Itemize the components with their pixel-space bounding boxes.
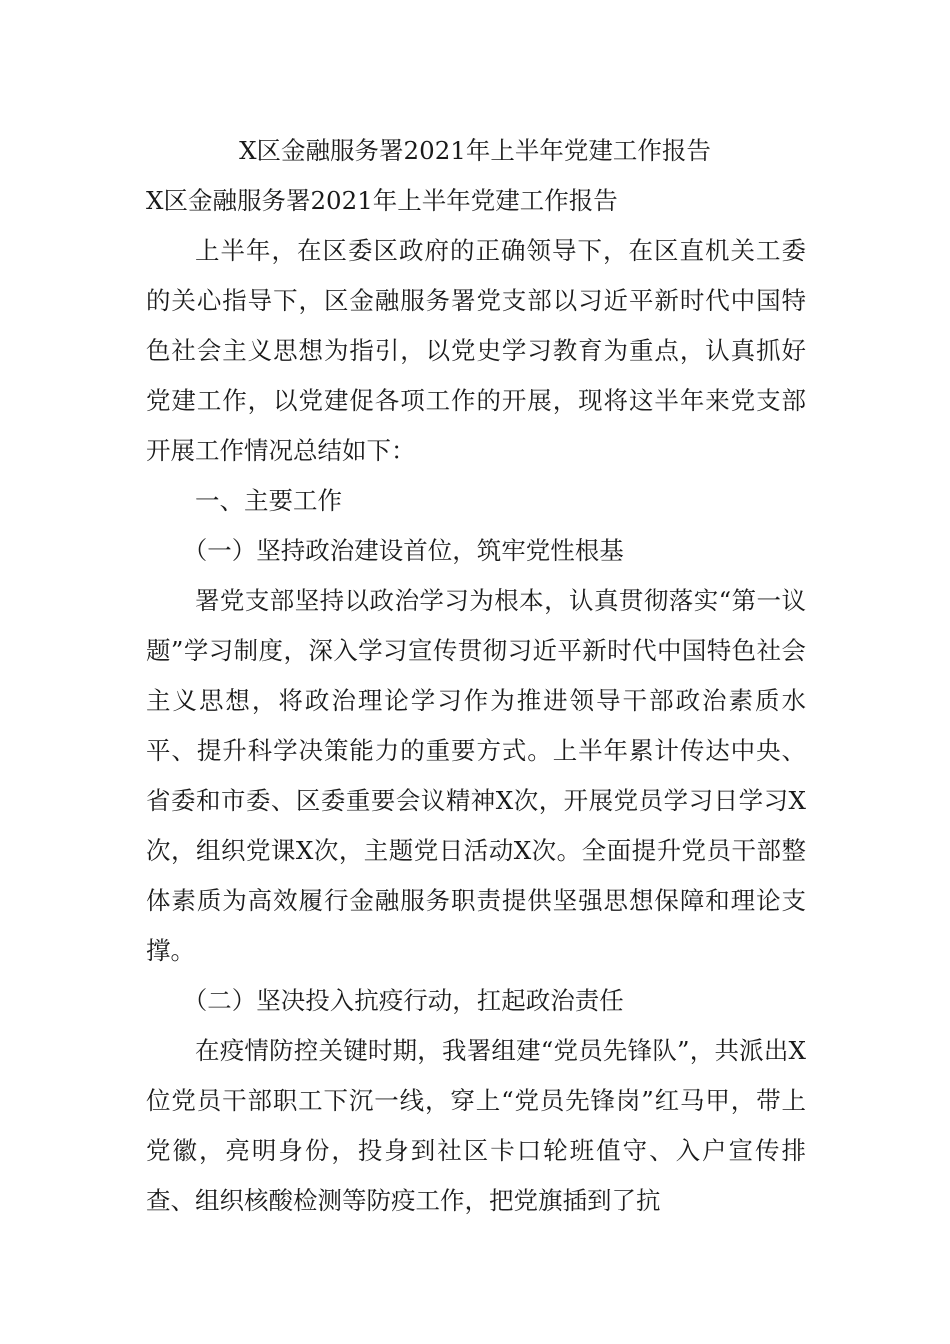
intro-paragraph: 上半年，在区委区政府的正确领导下，在区直机关工委的关心指导下，区金融服务署党支部以习近平新时代中国特色社会主义思想为指引，以党史学习教育为重点，认真抓好党建工作，以党建促各项工作的开展，现将这半年来党支部开展工作情况总结如下： (146, 236, 806, 465)
document-body (146, 226, 806, 1226)
epidemic-response-paragraph: 在疫情防控关键时期，我署组建“党员先锋队”，共派出X位党员干部职工下沉一线，穿上“党员先锋岗”红马甲，带上党徽，亮明身份，投身到社区卡口轮班值守、入户宣传排查、组织核酸检测等防疫工作，把党旗插到了抗 (146, 1036, 806, 1215)
subsection-heading-epidemic-response: （二）坚决投入抗疫行动，扛起政治责任 (182, 986, 624, 1015)
section-heading-main-work: 一、主要工作 (195, 486, 342, 515)
political-building-paragraph: 署党支部坚持以政治学习为根本，认真贯彻落实“第一议题”学习制度，深入学习宣传贯彻习近平新时代中国特色社会主义思想，将政治理论学习作为推进领导干部政治素质水平、提升科学决策能力的重要方式。上半年累计传达中央、省委和市委、区委重要会议精神X次，开展党员学习日学习X次，组织党课X次，主题党日活动X次。全面提升党员干部整体素质为高效履行金融服务职责提供坚强思想保障和理论支撑。 (146, 586, 806, 965)
document-subtitle: X区金融服务署2021年上半年党建工作报告 (146, 186, 618, 215)
document-title: X区金融服务署2021年上半年党建工作报告 (239, 136, 711, 165)
subsection-heading-political-building: （一）坚持政治建设首位，筑牢党性根基 (182, 536, 624, 565)
